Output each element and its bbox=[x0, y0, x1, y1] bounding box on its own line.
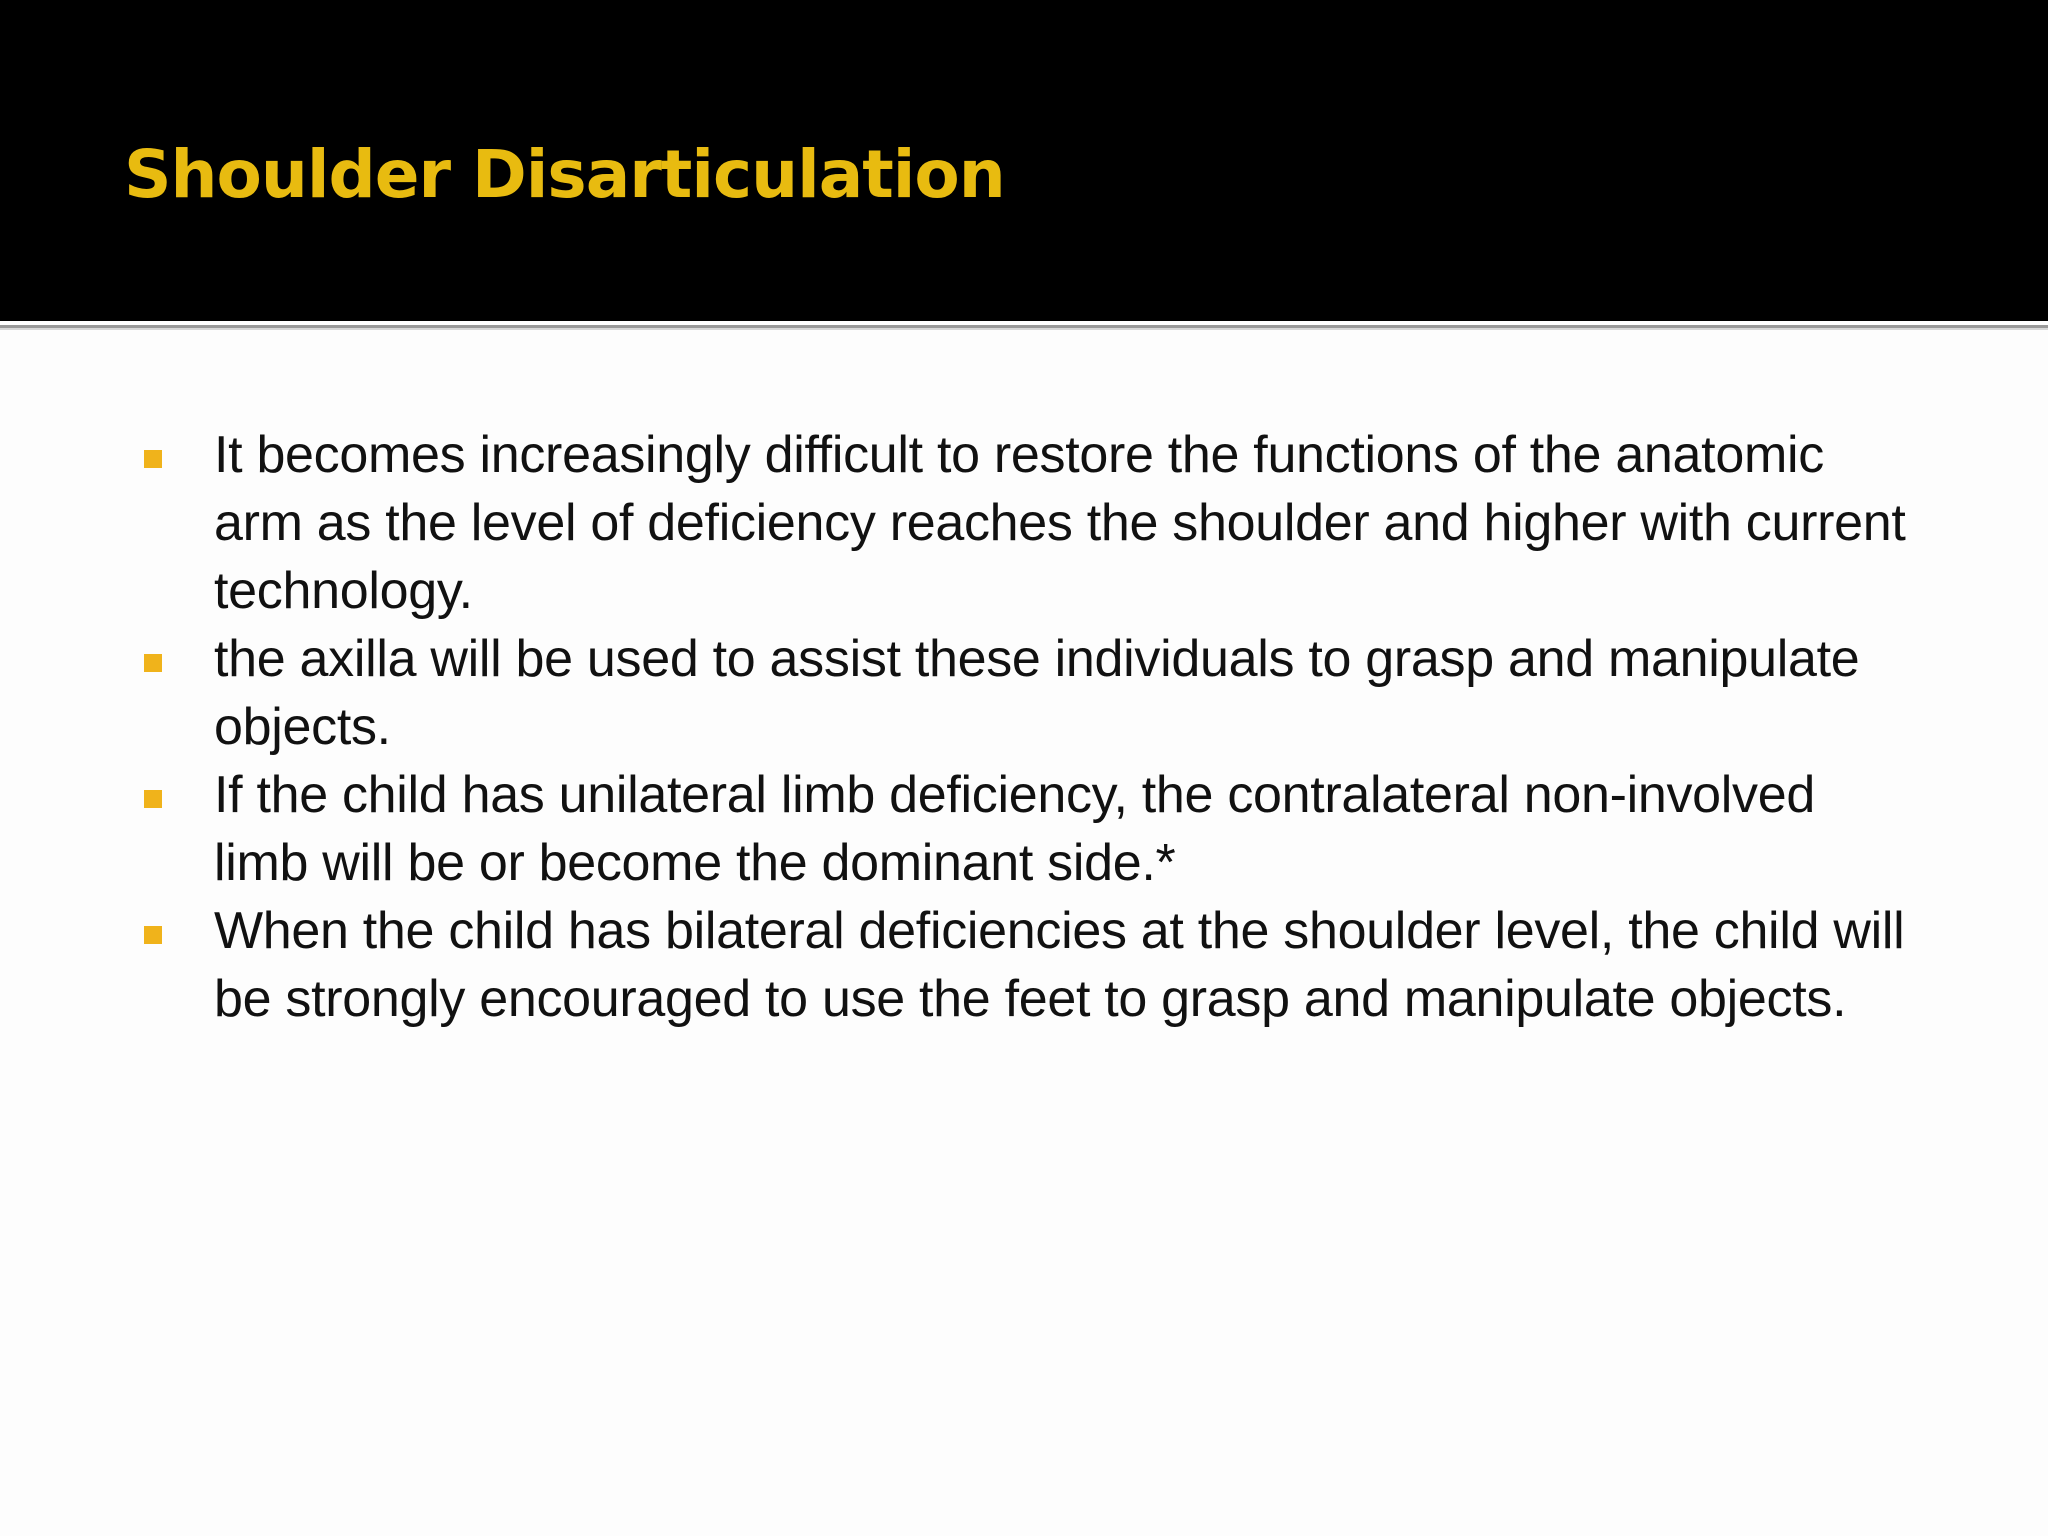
square-bullet-icon bbox=[144, 790, 162, 808]
bullet-list bbox=[0, 421, 1914, 1033]
bullet-item bbox=[0, 421, 1914, 625]
slide-content bbox=[0, 335, 2048, 1536]
bullet-text: It becomes increasingly difficult to restore the functions of the anatomic arm as the level of deficiency reaches the shoulder and higher with current technology. bbox=[214, 426, 1906, 620]
bullet-item bbox=[0, 625, 1914, 761]
square-bullet-icon bbox=[144, 926, 162, 944]
bullet-item bbox=[0, 761, 1914, 897]
title-bar bbox=[0, 0, 2048, 321]
header-divider bbox=[0, 321, 2048, 335]
bullet-text: When the child has bilateral deficiencies at the shoulder level, the child will be strongly encouraged to use the feet to grasp and manipulate objects. bbox=[214, 902, 1905, 1028]
slide-title: Shoulder Disarticulation bbox=[124, 136, 1005, 213]
bullet-text: the axilla will be used to assist these individuals to grasp and manipulate objects. bbox=[214, 630, 1860, 756]
square-bullet-icon bbox=[144, 654, 162, 672]
bullet-item bbox=[0, 897, 1914, 1033]
bullet-text: If the child has unilateral limb deficiency, the contralateral non-involved limb will be or become the dominant side.* bbox=[214, 766, 1815, 892]
square-bullet-icon bbox=[144, 450, 162, 468]
